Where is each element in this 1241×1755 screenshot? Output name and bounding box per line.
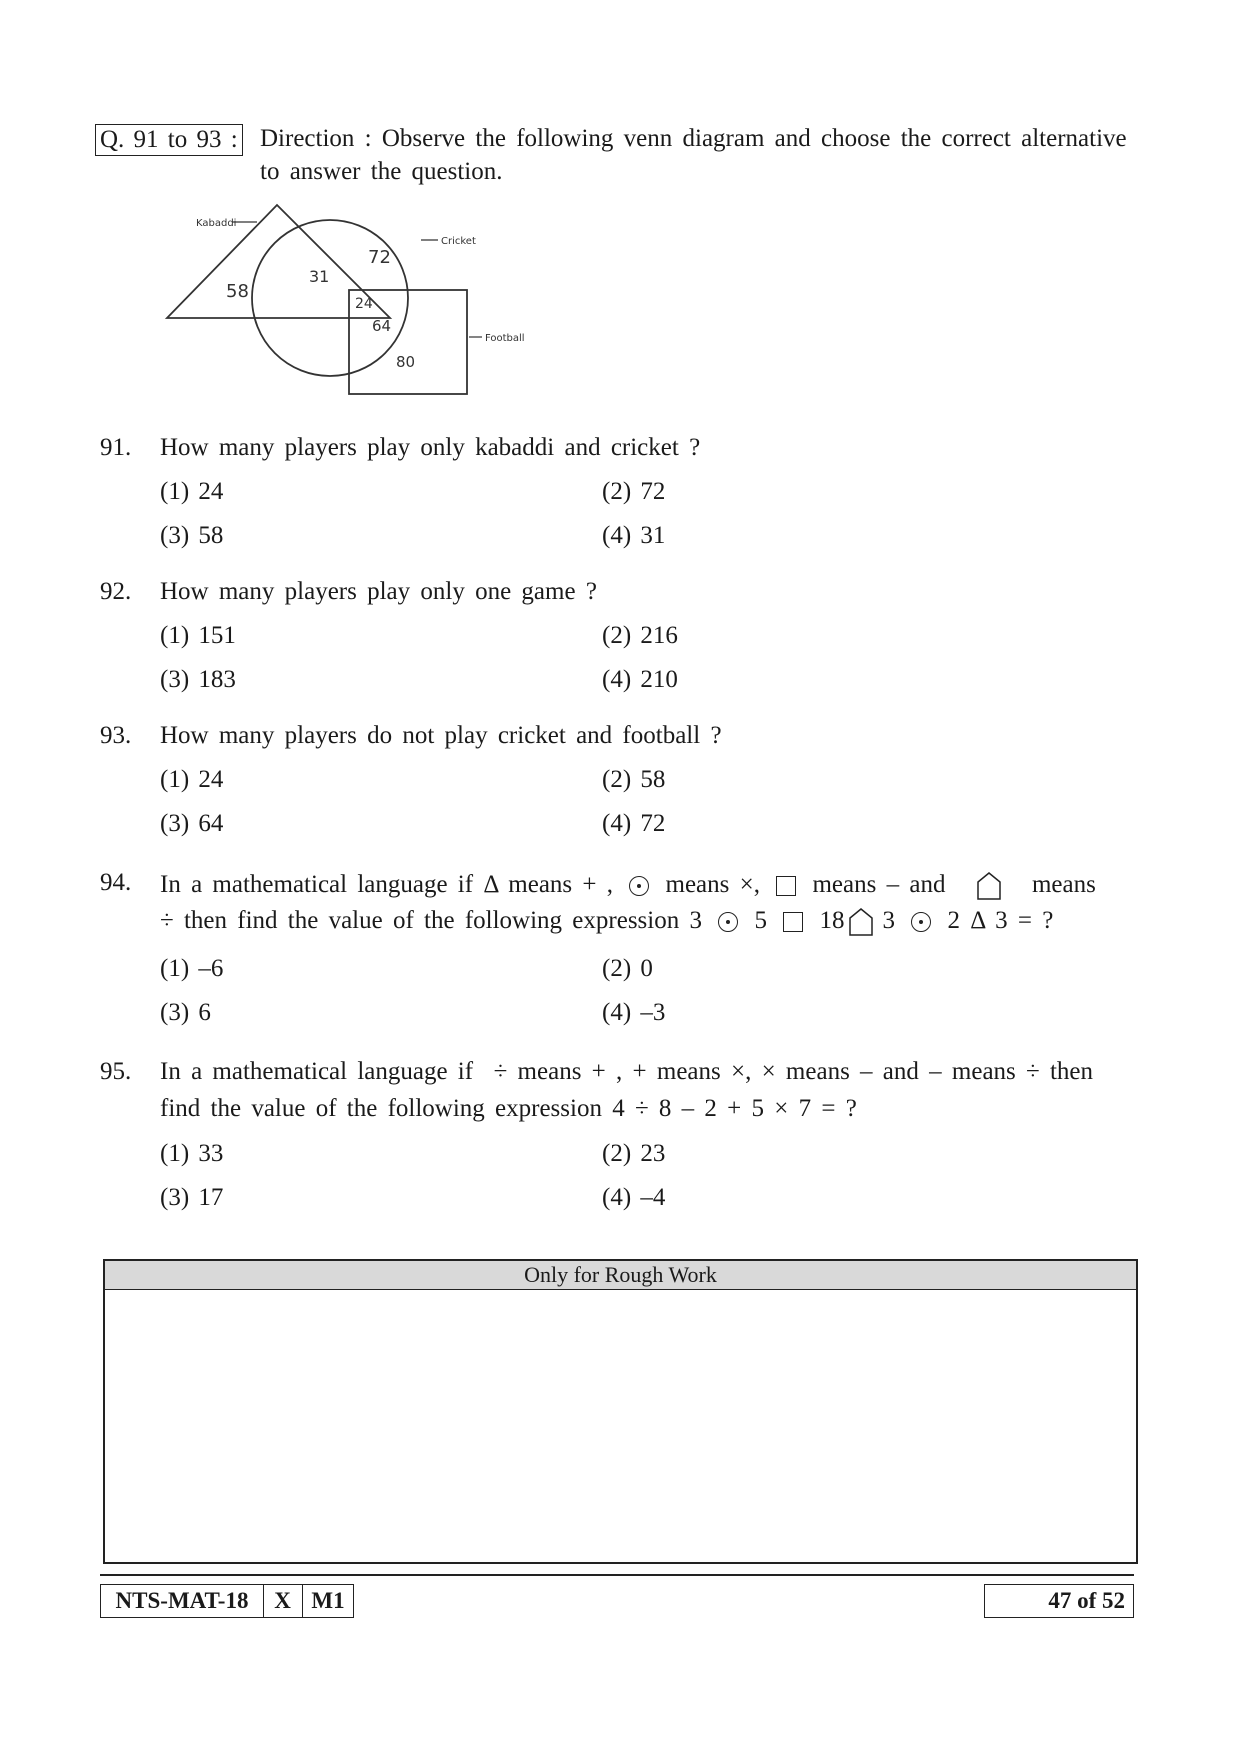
house-symbol-icon (848, 907, 874, 937)
option[interactable]: (4) 31 (602, 522, 666, 549)
house-symbol-icon (976, 871, 1002, 901)
option[interactable]: (1) 33 (160, 1140, 224, 1167)
direction-text-line2: to answer the question. (260, 158, 503, 185)
question-text: How many players play only one game ? (160, 578, 597, 605)
option[interactable]: (4) –4 (602, 1184, 666, 1211)
question-text: How many players do not play cricket and football ? (160, 722, 722, 749)
footer-medium: M1 (303, 1584, 354, 1618)
direction-text-line1: Direction : Observe the following venn diagram and choose the correct alternative (260, 125, 1127, 152)
question-text: How many players play only kabaddi and cricket ? (160, 434, 701, 461)
option[interactable]: (2) 58 (602, 766, 666, 793)
option[interactable]: (2) 216 (602, 622, 678, 649)
question-text-line2: ÷ then find the value of the following expression 3 5 18 3 2 Δ 3 = ? (160, 905, 1053, 937)
option[interactable]: (3) 17 (160, 1184, 224, 1211)
option[interactable]: (2) 0 (602, 955, 653, 982)
option[interactable]: (1) 24 (160, 478, 224, 505)
option[interactable]: (3) 183 (160, 666, 236, 693)
option[interactable]: (4) 72 (602, 810, 666, 837)
cricket-label: Cricket (441, 236, 476, 247)
cricket-circle (252, 220, 408, 376)
all-three-value: 24 (355, 296, 373, 312)
question-text-line1: In a mathematical language if Δ means + , means ×, means – and means (160, 869, 1096, 901)
kabaddi-label: Kabaddi (196, 218, 237, 229)
circle-dot-symbol-icon (718, 912, 738, 932)
question-number: 94. (100, 869, 132, 896)
option[interactable]: (2) 23 (602, 1140, 666, 1167)
question-text-line1: In a mathematical language if ÷ means + , + means ×, × means – and – means ÷ then (160, 1058, 1094, 1085)
square-symbol-icon (783, 912, 803, 932)
option[interactable]: (4) 210 (602, 666, 678, 693)
square-symbol-icon (776, 876, 796, 896)
question-number: 92. (100, 578, 132, 605)
option[interactable]: (2) 72 (602, 478, 666, 505)
circle-dot-symbol-icon (911, 912, 931, 932)
question-number: 93. (100, 722, 132, 749)
option[interactable]: (1) –6 (160, 955, 224, 982)
footer-code: NTS-MAT-18 (100, 1584, 264, 1618)
cricket-football-value: 64 (372, 317, 392, 335)
rough-work-box (103, 1259, 1138, 1564)
option[interactable]: (4) –3 (602, 999, 666, 1026)
cricket-only-value: 72 (368, 247, 391, 268)
football-label: Football (485, 333, 525, 344)
circle-dot-symbol-icon (629, 876, 649, 896)
question-number: 95. (100, 1058, 132, 1085)
question-text-line2: find the value of the following expression 4 ÷ 8 – 2 + 5 × 7 = ? (160, 1095, 857, 1122)
venn-diagram (150, 190, 540, 420)
footer-class: X (263, 1584, 303, 1618)
option[interactable]: (3) 64 (160, 810, 224, 837)
option[interactable]: (1) 24 (160, 766, 224, 793)
footer-rule (100, 1574, 1134, 1576)
question-number: 91. (100, 434, 132, 461)
kabaddi-only-value: 58 (226, 281, 249, 302)
option[interactable]: (3) 6 (160, 999, 211, 1026)
option[interactable]: (3) 58 (160, 522, 224, 549)
direction-label: Q. 91 to 93 : (95, 124, 243, 156)
option[interactable]: (1) 151 (160, 622, 236, 649)
kabaddi-cricket-value: 31 (309, 267, 330, 286)
football-only-value: 80 (396, 353, 416, 371)
rough-work-heading: Only for Rough Work (105, 1261, 1136, 1290)
footer-page-number: 47 of 52 (984, 1584, 1134, 1618)
